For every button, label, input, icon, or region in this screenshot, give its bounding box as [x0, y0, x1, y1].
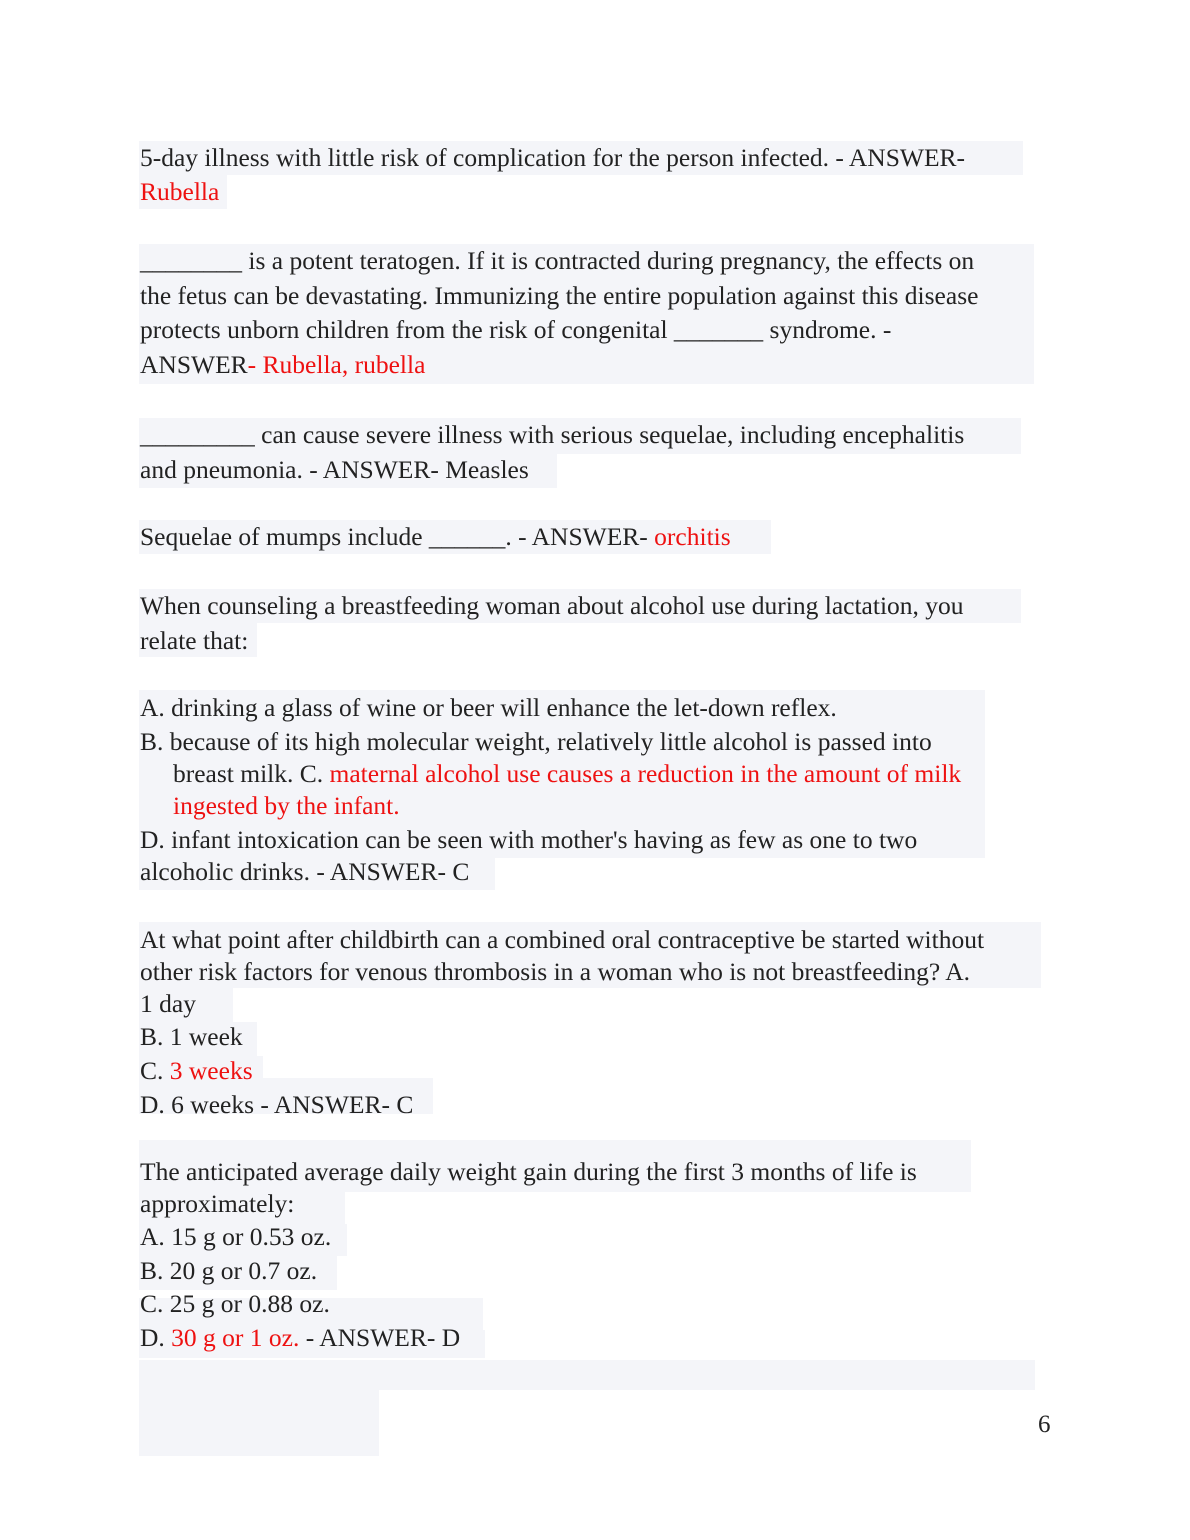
q6-option-c: C. 3 weeks	[140, 1056, 253, 1085]
q2-line-4: ANSWER- Rubella, rubella	[140, 350, 426, 379]
q1-line-1: 5-day illness with little risk of complication for the person infected. - ANSWER-	[140, 143, 966, 172]
q4-answer: orchitis	[654, 522, 731, 551]
q6-option-a: 1 day	[140, 989, 196, 1018]
q2-line-2: the fetus can be devastating. Immunizing the entire population against this disease	[140, 281, 979, 310]
q3-line-1: _________ can cause severe illness with serious sequelae, including encephalitis	[140, 420, 965, 449]
highlight-block	[139, 1360, 1035, 1390]
q5-option-b-2: breast milk. C. maternal alcohol use causes a reduction in the amount of milk	[173, 759, 962, 788]
q7-option-a: A. 15 g or 0.53 oz.	[140, 1222, 332, 1251]
q5-option-c-2	[173, 789, 400, 822]
q6-option-b: B. 1 week	[140, 1022, 243, 1051]
q5-option-a: A. drinking a glass of wine or beer will enhance the let-down reflex.	[140, 693, 837, 722]
q2-line-1: ________ is a potent teratogen. If it is contracted during pregnancy, the effects on	[140, 246, 975, 275]
q7-answer: 30 g or 1 oz.	[171, 1323, 300, 1352]
q7-option-d: D. 30 g or 1 oz. - ANSWER- D	[140, 1323, 461, 1352]
q5-option-d-2: alcoholic drinks. - ANSWER- C	[140, 857, 470, 886]
q5-option-b-1: B. because of its high molecular weight, relatively little alcohol is passed into	[140, 727, 932, 756]
q7-option-b: B. 20 g or 0.7 oz.	[140, 1256, 318, 1285]
q1-answer: Rubella	[140, 177, 220, 206]
q6-answer: 3 weeks	[169, 1056, 253, 1085]
q7-option-c: C. 25 g or 0.88 oz.	[140, 1289, 330, 1318]
q5-answer-part-1: maternal alcohol use causes a reduction in the amount of milk	[329, 759, 962, 788]
highlight-block	[139, 1390, 379, 1456]
q5-option-d-1: D. infant intoxication can be seen with mother's having as few as one to two	[140, 825, 918, 854]
q6-stem-1: At what point after childbirth can a combined oral contraceptive be started without	[140, 925, 985, 954]
q3-line-2: and pneumonia. - ANSWER- Measles	[140, 455, 529, 484]
q2-line-3: protects unborn children from the risk of congenital _______ syndrome. -	[140, 315, 892, 344]
q6-option-d: D. 6 weeks - ANSWER- C	[140, 1090, 414, 1119]
q6-stem-2: other risk factors for venous thrombosis in a woman who is not breastfeeding? A.	[140, 957, 970, 986]
q7-stem-2: approximately:	[140, 1189, 295, 1218]
q2-answer: - Rubella, rubella	[247, 350, 426, 379]
q5-stem-2: relate that:	[140, 626, 249, 655]
q4-line: Sequelae of mumps include ______. - ANSWER- orchitis	[140, 522, 731, 551]
page-number: 6	[1038, 1411, 1051, 1438]
q5-stem-1: When counseling a breastfeeding woman about alcohol use during lactation, you	[140, 591, 964, 620]
q5-answer-part-2: ingested by the infant.	[173, 791, 400, 820]
q7-stem-1: The anticipated average daily weight gain during the first 3 months of life is	[140, 1157, 917, 1186]
